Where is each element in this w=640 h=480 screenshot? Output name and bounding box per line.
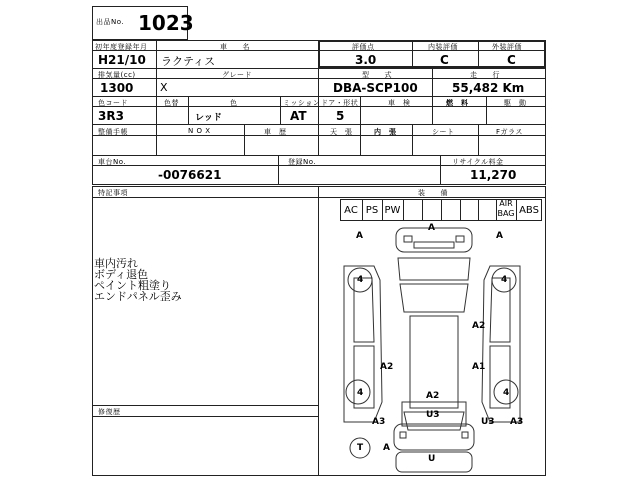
equip-airbag-text: AIR BAG (497, 199, 515, 218)
first-reg-value: H21/10 (98, 53, 146, 67)
mark-tire-fr: 4 (501, 275, 508, 285)
mark-a2-right: A2 (472, 321, 486, 331)
model-value: DBA-SCP100 (333, 81, 418, 95)
note-line: ボディ退色 (94, 268, 149, 281)
glass-label: Fガラス (496, 128, 523, 136)
exterior-value: C (507, 53, 516, 67)
first-reg-label: 初年度登録年月 (95, 43, 148, 51)
color-code-label: 色コード (98, 99, 128, 107)
color-swatch-label: 色替 (164, 99, 179, 107)
mark-a3-right: A3 (510, 417, 524, 427)
exterior-label: 外装評価 (492, 43, 522, 51)
score-value: 3.0 (355, 53, 377, 67)
equip-ps: PS (365, 205, 379, 216)
car-diagram (318, 222, 546, 476)
mark-a-front-right: A (496, 231, 503, 241)
mark-a1-right: A1 (472, 362, 486, 372)
recycle-label: リサイクル料金 (452, 158, 504, 166)
hood (398, 258, 470, 280)
note-line: エンドパネル歪み (94, 290, 182, 303)
listing-number-label: 出品No. (96, 18, 125, 26)
seat-label: シート (432, 128, 455, 136)
mark-a-bottom: A (383, 443, 390, 453)
interior-value: C (440, 53, 449, 67)
repair-history-label: 修復歴 (98, 408, 121, 416)
nox-label: N O X (188, 127, 211, 135)
left-side (344, 266, 382, 422)
manual-label: 整備手帳 (98, 128, 128, 136)
mark-t: T (357, 443, 364, 453)
vehicle-check-label: 車 検 (388, 99, 411, 107)
mark-u3-center: U3 (426, 410, 440, 420)
mark-tire-rr: 4 (503, 388, 510, 398)
color-value: レッド (195, 113, 222, 123)
transmission-label: ミッション (283, 99, 321, 107)
nai-label: 内 張 (374, 128, 397, 136)
mileage-label: 走 行 (470, 71, 500, 79)
registration-label: 登録No. (288, 158, 317, 166)
color-label: 色 (230, 99, 238, 107)
chassis-label: 車台No. (98, 158, 127, 166)
equip-pw: PW (384, 205, 401, 216)
equip-abs: ABS (519, 205, 539, 216)
chassis-value: -0076621 (158, 168, 222, 182)
mark-u3-right: U3 (481, 417, 495, 427)
equip-ac: AC (344, 205, 358, 216)
grade-value: X (160, 81, 168, 94)
mark-a2-left: A2 (380, 362, 394, 372)
note-line: ペイント粗塗り (94, 279, 171, 292)
right-side (482, 266, 520, 422)
mark-tire-fl: 4 (357, 275, 364, 285)
history-label: 車 歴 (264, 128, 287, 136)
recycle-value: 11,270 (470, 168, 517, 182)
car-name-label: 車 名 (220, 43, 250, 51)
listing-number: 1023 (138, 11, 194, 35)
displacement-label: 排気量(cc) (98, 71, 136, 79)
doors-label: ドア・形状 (321, 99, 359, 107)
windshield (400, 284, 468, 312)
mark-u-bottom: U (428, 454, 436, 464)
model-label: 型 式 (362, 71, 392, 79)
grade-label: グレード (222, 71, 252, 79)
equipment-label: 装 備 (418, 189, 448, 197)
displacement-value: 1300 (100, 81, 134, 95)
car-name-value: ラクティス (161, 55, 216, 68)
roof-label: 天 張 (330, 128, 353, 136)
mark-a-front: A (428, 223, 435, 233)
fuel-label: 燃 料 (446, 99, 469, 107)
interior-label: 内装評価 (428, 43, 458, 51)
notes-label: 特記事項 (98, 189, 128, 197)
transmission-value: AT (290, 109, 307, 123)
mark-a2-rear: A2 (426, 391, 440, 401)
doors-value: 5 (336, 109, 345, 123)
mileage-value: 55,482 Km (452, 81, 525, 95)
note-line: 車内汚れ (94, 257, 138, 270)
drive-label: 駆 動 (504, 99, 527, 107)
score-label: 評価点 (352, 43, 375, 51)
mark-a3-left: A3 (372, 417, 386, 427)
color-code-value: 3R3 (98, 109, 124, 123)
mark-a-front-left: A (356, 231, 363, 241)
mark-tire-rl: 4 (357, 388, 364, 398)
